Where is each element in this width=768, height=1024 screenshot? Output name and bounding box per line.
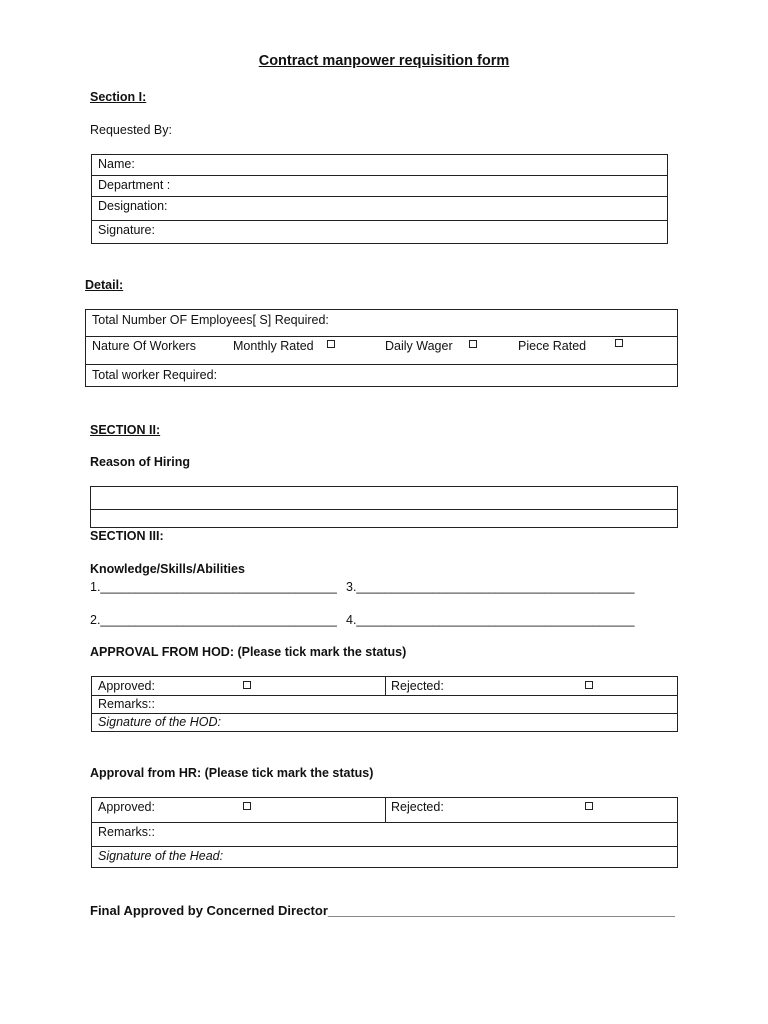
- piece-rated-checkbox[interactable]: [615, 339, 623, 347]
- divider: [92, 220, 667, 221]
- designation-field[interactable]: Designation:: [98, 199, 168, 213]
- detail-table: [85, 309, 678, 387]
- hr-approved-checkbox[interactable]: [243, 802, 251, 810]
- reason-of-hiring-label: Reason of Hiring: [90, 455, 191, 469]
- hod-approval-table: [91, 676, 678, 732]
- hr-remarks-field[interactable]: Remarks::: [98, 825, 155, 839]
- ksa-line-4[interactable]: 4.________________________________________: [346, 613, 635, 627]
- piece-rated-label: Piece Rated: [518, 339, 587, 353]
- section-3-heading: SECTION III:: [90, 529, 164, 543]
- requester-table: [91, 154, 668, 244]
- divider: [92, 822, 677, 823]
- hr-approved-label: Approved:: [98, 800, 155, 814]
- total-employees-field[interactable]: Total Number OF Employees[ S] Required:: [92, 313, 329, 327]
- divider: [91, 509, 677, 510]
- divider: [385, 677, 386, 696]
- hod-signature-field[interactable]: Signature of the HOD:: [98, 715, 221, 729]
- ksa-label: Knowledge/Skills/Abilities: [90, 562, 245, 576]
- divider: [86, 336, 677, 337]
- daily-wager-label: Daily Wager: [385, 339, 453, 353]
- detail-heading: Detail:: [85, 278, 124, 292]
- divider: [92, 846, 677, 847]
- monthly-rated-label: Monthly Rated: [233, 339, 314, 353]
- monthly-rated-checkbox[interactable]: [327, 340, 335, 348]
- hod-approved-label: Approved:: [98, 679, 155, 693]
- department-field[interactable]: Department :: [98, 178, 171, 192]
- final-approval-line[interactable]: Final Approved by Concerned Director________________________________________________: [90, 903, 675, 918]
- ksa-line-3[interactable]: 3.________________________________________: [346, 580, 635, 594]
- signature-field[interactable]: Signature:: [98, 223, 155, 237]
- divider: [86, 364, 677, 365]
- divider: [92, 175, 667, 176]
- hod-rejected-checkbox[interactable]: [585, 681, 593, 689]
- requested-by-label: Requested By:: [90, 123, 172, 137]
- hr-rejected-label: Rejected:: [391, 800, 444, 814]
- hod-remarks-field[interactable]: Remarks::: [98, 697, 155, 711]
- ksa-line-2[interactable]: 2.__________________________________: [90, 613, 337, 627]
- section-2-heading: SECTION II:: [90, 423, 161, 437]
- hr-signature-field[interactable]: Signature of the Head:: [98, 849, 224, 863]
- ksa-line-1[interactable]: 1.__________________________________: [90, 580, 337, 594]
- section-1-heading: Section I:: [90, 90, 147, 104]
- hod-rejected-label: Rejected:: [391, 679, 444, 693]
- hod-approved-checkbox[interactable]: [243, 681, 251, 689]
- reason-of-hiring-box[interactable]: [90, 486, 678, 528]
- name-field[interactable]: Name:: [98, 157, 135, 171]
- hr-approval-table: [91, 797, 678, 868]
- divider: [92, 695, 677, 696]
- hr-rejected-checkbox[interactable]: [585, 802, 593, 810]
- daily-wager-checkbox[interactable]: [469, 340, 477, 348]
- divider: [385, 798, 386, 823]
- hr-approval-heading: Approval from HR: (Please tick mark the status): [90, 766, 374, 780]
- total-worker-field[interactable]: Total worker Required:: [92, 368, 218, 382]
- nature-of-workers-label: Nature Of Workers: [92, 339, 196, 353]
- divider: [92, 196, 667, 197]
- hod-approval-heading: APPROVAL FROM HOD: (Please tick mark the status): [90, 645, 407, 659]
- divider: [92, 713, 677, 714]
- form-title: Contract manpower requisition form: [258, 53, 510, 69]
